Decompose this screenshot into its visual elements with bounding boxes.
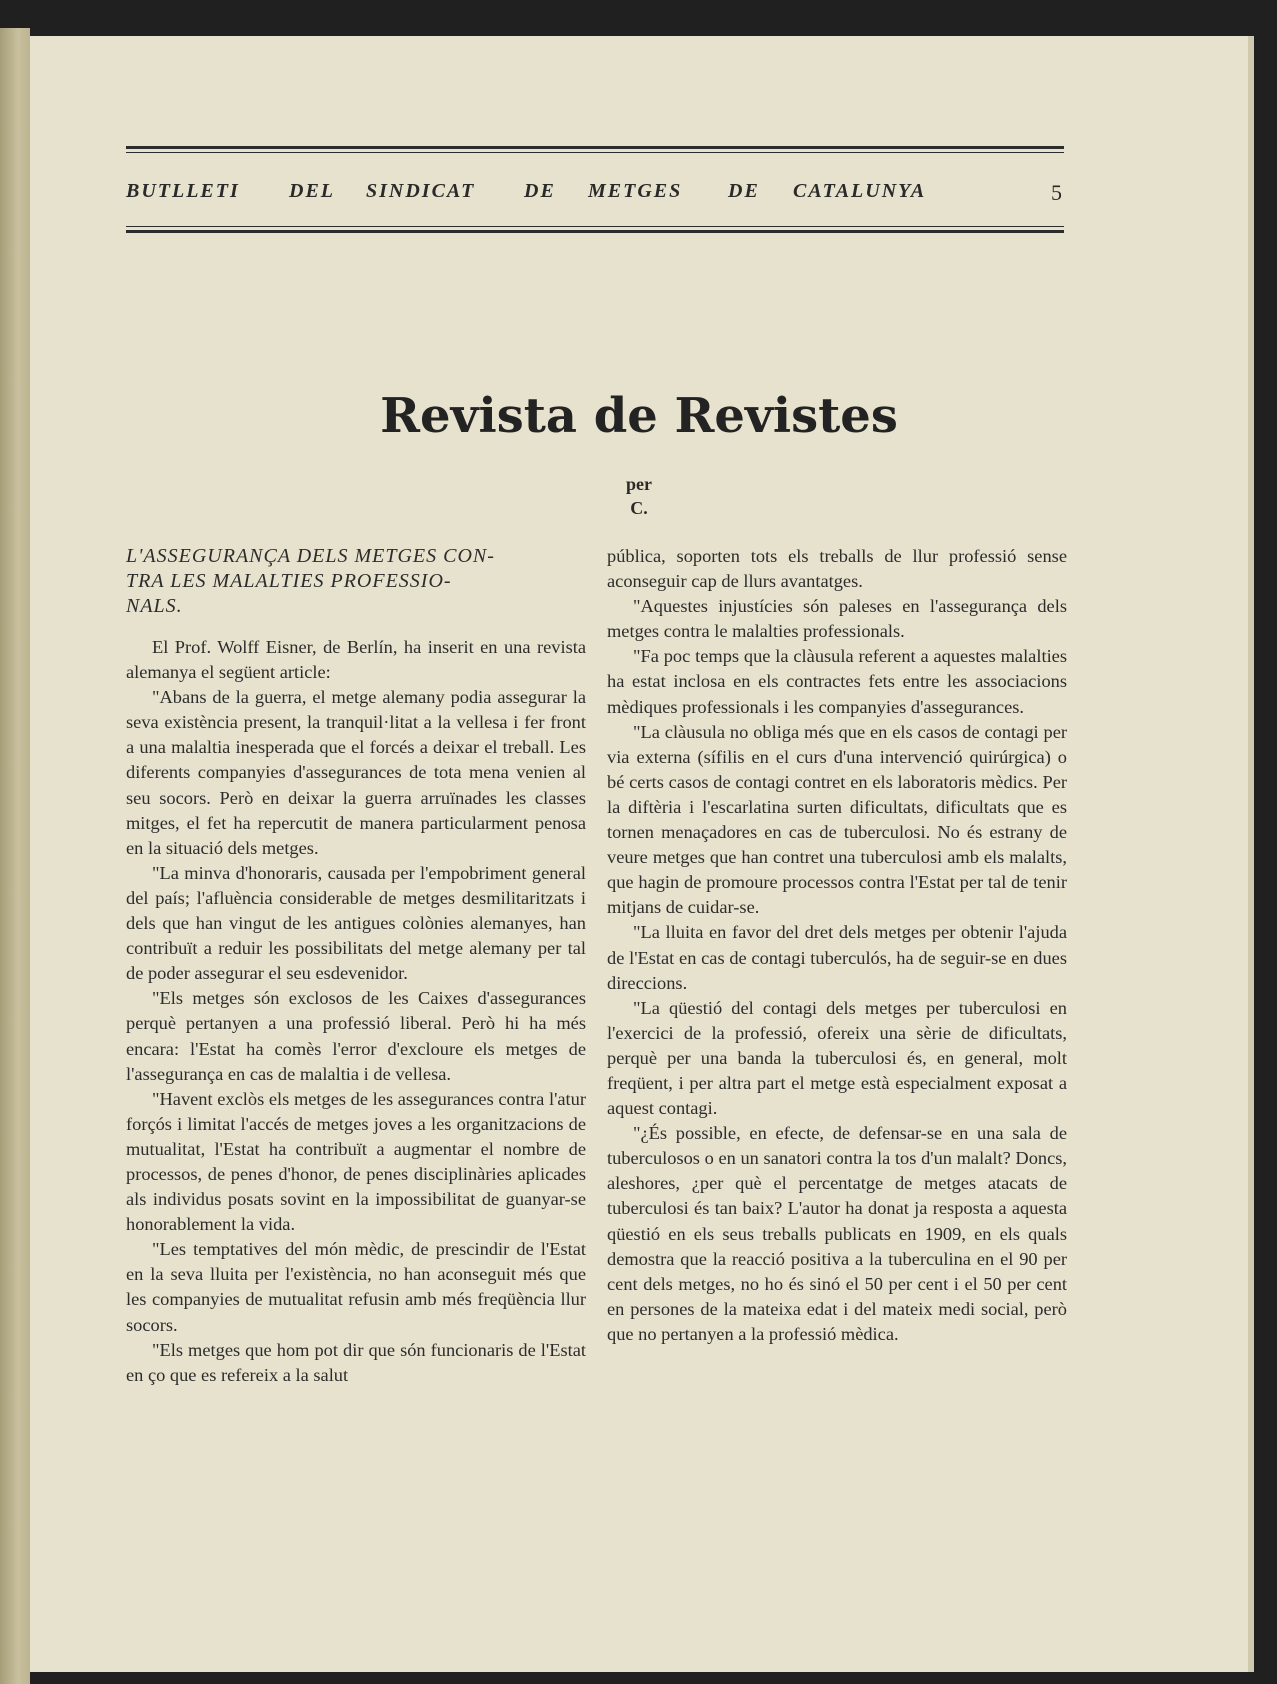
header-word: SINDICAT <box>366 180 476 202</box>
paragraph: "Els metges són exclosos de les Caixes d'assegurances perquè pertanyen a una professió liberal. Però hi ha més encara: l'Estat ha comès l'error d'excloure els metges de l'assegurança en cas de malaltia i de vellesa. <box>126 988 586 1084</box>
header-word: DE <box>524 180 556 202</box>
paragraph: "Aquestes injustícies són paleses en l'assegurança dels metges contra le malalties professionals. <box>607 596 1067 642</box>
journal-name <box>126 180 1064 208</box>
byline <box>30 472 1248 520</box>
article-title: Revista de Revistes <box>380 388 898 444</box>
header-word: METGES <box>588 180 683 202</box>
page-edge <box>1248 36 1254 1672</box>
paragraph: "La qüestió del contagi dels metges per tuberculosi en l'exercici de la professió, ofereix una sèrie de dificultats, perquè per una banda la tuberculosi és, en general, molt freqüent, i per altra part el metge està especialment exposat a aquest contagi. <box>607 997 1067 1119</box>
byline-author: C. <box>630 498 648 518</box>
paragraph: "Les temptatives del món mèdic, de prescindir de l'Estat en la seva lluita per l'existència, no han aconseguit més que les companyies de mutualitat refusin amb més freqüència llur socors. <box>126 1239 586 1335</box>
header-word: DEL <box>289 180 335 202</box>
paragraph: "La clàusula no obliga més que en els casos de contagi per via externa (sífilis en el curs d'una intervenció quirúrgica) o bé certs casos de contagi contret en els laboratoris mèdics. Per la diftèria i l'escarlatina surten dificultats, dificultats que es tornen menaçadores en cas de tuberculosi. No és estrany de veure metges que han contret una tuberculosi amb els malalts, que hagin de promoure processos contra l'Estat per tal de tenir mitjans de cuidar-se. <box>607 721 1067 918</box>
paragraph: "Abans de la guerra, el metge alemany podia assegurar la seva existència present, la tranquil·litat a la vellesa i fer front a una malaltia inesperada que el forcés a deixar el treball. Les diferents companyies d'assegurances de tota mena venien al seu socors. Però en deixar la guerra arruïnades les classes mitges, el fet ha repercutit de manera particularment penosa en la situació dels metges. <box>126 687 586 858</box>
running-header <box>126 146 1064 236</box>
book-binding <box>0 28 30 1684</box>
column-left <box>126 544 586 1388</box>
paragraph: "La lluita en favor del dret dels metges per obtenir l'ajuda de l'Estat en cas de contagi tuberculós, ha de seguir-se en dues direccions. <box>607 922 1067 993</box>
section-title <box>126 544 586 619</box>
paragraph-continued: pública, soporten tots els treballs de llur professió sense aconseguir cap de llurs avantatges. <box>607 546 1067 592</box>
header-rule-top-thick <box>126 146 1064 149</box>
section-title-line: L'ASSEGURANÇA DELS METGES CON- <box>126 545 495 567</box>
paragraph: "Els metges que hom pot dir que són funcionaris de l'Estat en ço que es refereix a la salut <box>126 1339 586 1385</box>
header-word: BUTLLETI <box>126 180 240 202</box>
paragraph: El Prof. Wolff Eisner, de Berlín, ha inserit en una revista alemanya el següent article: <box>126 637 586 683</box>
paragraph: "Fa poc temps que la clàusula referent a aquestes malalties ha estat inclosa en els contractes fets entre les associacions mèdiques professionals i les companyies d'assegurances. <box>607 646 1067 717</box>
header-word: CATALUNYA <box>793 180 927 202</box>
header-word: DE <box>728 180 760 202</box>
header-rule-top-thin <box>126 152 1064 153</box>
section-title-line: NALS. <box>126 595 183 617</box>
section-title-line: TRA LES MALALTIES PROFESSIO- <box>126 570 452 592</box>
paragraph: "¿És possible, en efecte, de defensar-se en una sala de tuberculosos o en un sanatori contra la tos d'un malalt? Doncs, aleshores, ¿per què el percentatge de metges atacats de tuberculosi és tan baix? L'autor ha donat ja resposta a aquesta qüestió en els seus treballs publicats en 1909, en els quals demostra que la reacció positiva a la tuberculina en el 90 per cent dels metges, no ho és sinó el 50 per cent i el 50 per cent en persones de la mateixa edat i del mateix medi social, però que no pertanyen a la professió mèdica. <box>607 1123 1067 1344</box>
page-number: 5 <box>1051 180 1064 205</box>
column-right <box>607 544 1067 1347</box>
paragraph: "La minva d'honoraris, causada per l'empobriment general del país; l'afluència considerable de metges desmilitaritzats i dels que han vingut de les antigues colònies alemanyes, han contribuït a reduir les possibilitats del metge alemany per tal de poder assegurar el seu esdevenidor. <box>126 862 586 984</box>
journal-page <box>30 36 1248 1672</box>
paragraph: "Havent exclòs els metges de les assegurances contra l'atur forçós i limitat l'accés de metges joves a les organitzacions de mutualitat, l'Estat ha contribuït a augmentar el nombre de processos, de penes d'honor, de penes disciplinàries aplicades als individus posats sovint en la impossibilitat de guanyar-se honorablement la vida. <box>126 1088 586 1235</box>
header-rule-bottom-thin <box>126 226 1064 227</box>
header-rule-bottom-thick <box>126 230 1064 233</box>
byline-per: per <box>626 474 652 494</box>
